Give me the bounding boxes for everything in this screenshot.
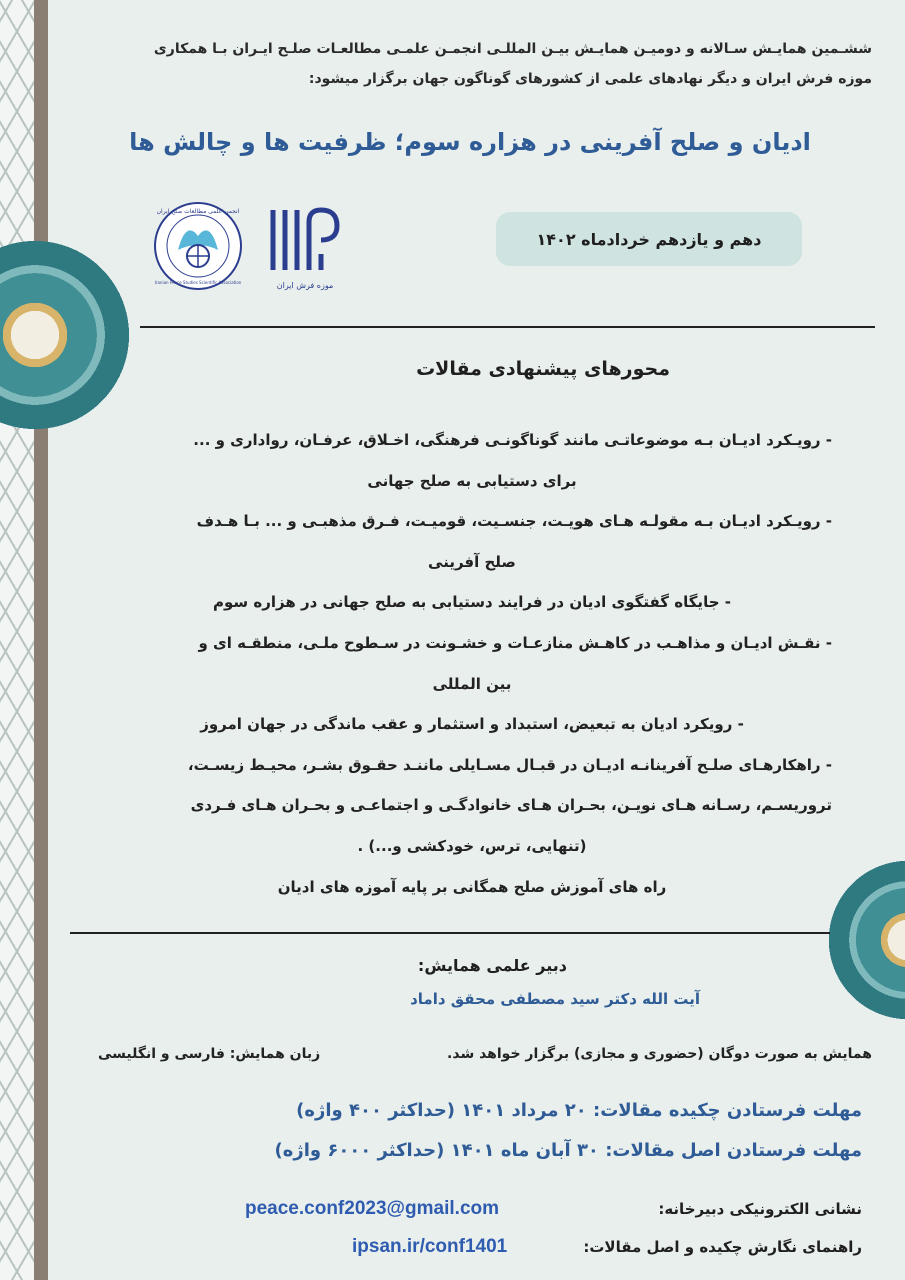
intro-text	[72, 34, 872, 94]
abstract-deadline: مهلت فرستادن چکیده مقالات: ۲۰ مرداد ۱۴۰۱ (حداکثر ۴۰۰ واژه)	[296, 1100, 862, 1121]
topic-line: راه های آموزش صلح همگانی بر پایه آموزه های ادیان	[277, 877, 667, 896]
email-link[interactable]: peace.conf2023@gmail.com	[245, 1198, 500, 1219]
topic-line: - رویـکرد ادیـان بـه موضوعاتـی مانند گوناگونـی فرهنگی، اخـلاق، عرفـان، رواداری و ...	[193, 431, 832, 449]
guide-link[interactable]: ipsan.ir/conf1401	[352, 1236, 508, 1257]
poster-content	[60, 0, 890, 1280]
email-label: نشانی الکترونیکی دبیرخانه:	[658, 1200, 862, 1218]
format-text: همایش به صورت دوگان (حضوری و مجازی) برگزار خواهد شد.	[447, 1046, 872, 1062]
association-logo-caption: انجمن علمی مطالعات صلح ایران	[156, 208, 240, 215]
topic-line: صلح آفرینی	[428, 552, 516, 571]
guide-label: راهنمای نگارش چکیده و اصل مقالات:	[583, 1238, 862, 1256]
intro-line-2: موزه فرش ایران و دیگر نهادهای علمی از کشورهای گوناگون جهان برگزار میشود:	[308, 71, 872, 87]
divider-top	[140, 326, 875, 328]
museum-logo-caption: موزه فرش ایران	[276, 281, 334, 290]
topic-line: - رویـکرد ادیـان بـه مقولـه هـای هویـت، جنسـیت، قومیـت، فـرق مذهبـی و ... بـا هـدف	[196, 512, 832, 531]
association-logo-caption-en: Iranian Peace Studies Scientific Association	[154, 280, 242, 285]
topic-line: - نقـش ادیـان و مذاهـب در کاهـش منازعـات و خشـونت در سـطوح ملـی، منطقـه ای و	[198, 633, 832, 652]
intro-line-1: ششـمین همایـش سـالانه و دومیـن همایـش بیـن المللـی انجمـن علمـی مطالعـات صلـح ایـران بـا همکاری	[153, 41, 872, 57]
decorative-side-bar	[34, 0, 48, 1280]
date-text: دهم و یازدهم خردادماه ۱۴۰۲	[536, 229, 762, 249]
full-paper-deadline: مهلت فرستادن اصل مقالات: ۳۰ آبان ماه ۱۴۰۱ (حداکثر ۶۰۰۰ واژه)	[274, 1140, 862, 1161]
conference-title: ادیان و صلح آفرینی در هزاره سوم؛ ظرفیت ها و چالش ها	[129, 128, 811, 156]
decorative-lattice-border	[0, 0, 34, 1280]
topics-list	[112, 420, 832, 907]
carpet-museum-logo	[265, 200, 345, 295]
language-text: زبان همایش: فارسی و انگلیسی	[98, 1046, 321, 1062]
topic-line: تروریسـم، رسـانه هـای نویـن، بحـران هـای خانوادگـی و اجتماعـی و بحـران هـای فـردی	[190, 796, 832, 815]
topic-line: - راهکارهـای صلـح آفرینانـه ادیـان در قبـال مسـایلی ماننـد حقـوق بشـر، محیـط زیسـت،	[187, 755, 832, 774]
topics-section-title: محورهای پیشنهادی مقالات	[416, 358, 670, 380]
topic-line: برای دستیابی به صلح جهانی	[367, 471, 577, 490]
topic-line: بین المللی	[432, 674, 512, 693]
topic-line: - رویکرد ادیان به تبعیض، استبداد و استثمار و عقب ماندگی در جهان امروز	[200, 715, 744, 734]
peace-association-logo	[152, 200, 244, 292]
divider-bottom	[70, 932, 830, 934]
secretary-label: دبیر علمی همایش:	[417, 956, 567, 975]
topic-line: - جایگاه گفتگوی ادیان در فرایند دستیابی به صلح جهانی در هزاره سوم	[213, 593, 731, 612]
date-badge	[496, 212, 802, 266]
secretary-name: آیت الله دکتر سید مصطفی محقق داماد	[410, 990, 700, 1008]
topic-line: (تنهایی، ترس، خودکشی و...) .	[357, 836, 587, 855]
